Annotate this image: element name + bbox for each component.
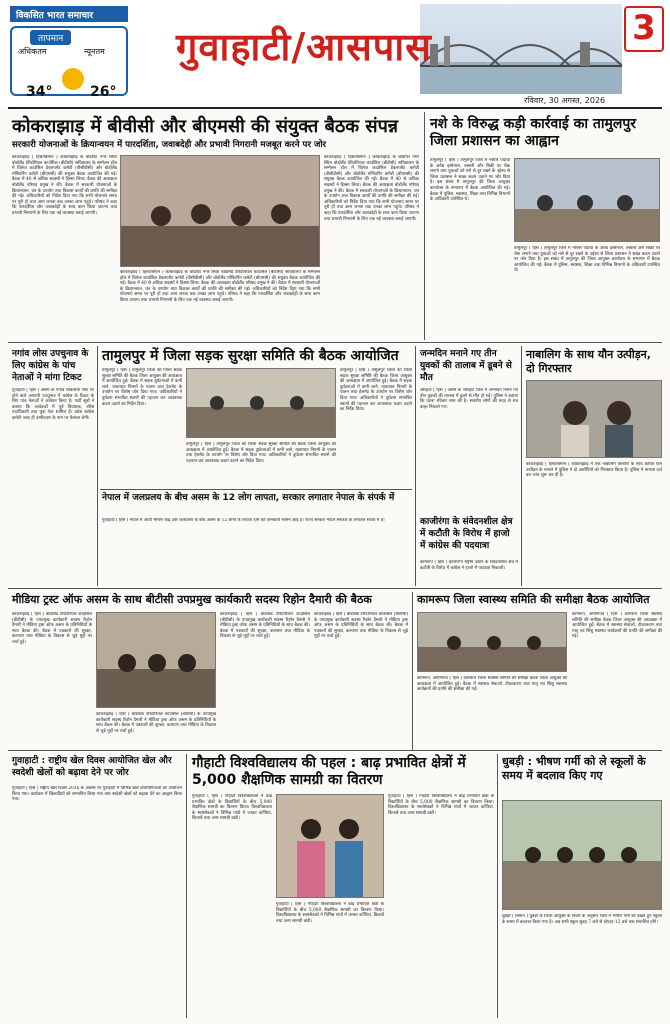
sports-body: गुवाहाटी ( हिंस ) राष्ट्रीय खेल दिवस 2026 के अवसर पर गुवाहाटी में विभिन्न खेल प्रतियोगिताओं का आयोजन किया गया। कार्यक्रम में खिलाड़ियों को सम्मानित किया गया तथा स्वदेशी खेलों को बढ़ावा देने का आह्वान किया गया। [12,786,182,803]
min-label: न्यूनतम [84,47,105,56]
drowning-body: जोरहाट ( हिंस ) असम के जोरहाट जिले में जन्मदिन मनाने गए तीन युवकों की तालाब में डूबने से मौत हो गई। पुलिस ने बताया कि घटना रविवार शाम की है। स्थानीय लोगों की मदद से शव बाहर निकाले गए। [420,388,518,410]
lead-body-col1: कोकराझाड़ ( हिंस/बिमान ) कोकराझाड़ के बोडोफा नगर स्थित बोडोलैंड टेरिटोरियल काउंसिल (बीटीसी) सचिवालय के सम्मेलन हॉल में विलेज काउंसिल डेवलपमेंट कमेटी (वीसीडीसी) और बोडोलैंड मॉनिटरिंग कमेटी (बीएमसी) की संयुक्त बैठक आयोजित की गई। बैठक में 40 से अधिक सदस्यों ने हिस्सा लिया। बैठक की अध्यक्षता बोडोलैंड परिषद प्रमुख ने की। बैठक में सरकारी योजनाओं के क्रियान्वयन, धन के उपयोग तथा विकास कार्यों की प्रगति की समीक्षा की गई। अधिकारियों को निर्देश दिया गया कि सभी योजनाएं समय पर पूरी हों तथा आम जनता तक उनका लाभ पहुंचे। परिषद ने कहा कि पारदर्शिता और जवाबदेही के साथ काम किया जाएगा तथा प्रभावी निगरानी के लिए एक नई व्यवस्था बनाई जाएगी। [12,155,117,216]
drowning-headline: जन्मदिन मनाने गए तीन युवकों की तालाब में डूबने से मौत [420,349,512,383]
gu-body-col2: गुवाहाटी ( हिंस ) गौहाटी विश्वविद्यालय ने बाढ़ प्रभावित क्षेत्रों के विद्यार्थियों के बीच 5,000 शैक्षणिक सामग्री का वितरण किया। विश्वविद्यालय के स्वयंसेवकों ने विभिन्न गांवों में जाकर कॉपियां, किताबें तथा अन्य सामग्री बांटी। [276,902,384,924]
media-body-col2: कोकराझाड़ ( हिंस ) बोडोलैंड टेरिटोरियल काउंसिल (बीटीसी) के उपप्रमुख कार्यकारी सदस्य रिहोन दैमारी ने मीडिया ट्रस्ट ऑफ असम के प्रतिनिधियों के साथ बैठक की। बैठक में पत्रकारों की सुरक्षा, कल्याण तथा मीडिया के विकास से जुड़े मुद्दों पर चर्चा हुई। [96,712,216,734]
masthead [0,0,670,108]
max-label: अधिकतम [18,47,47,56]
section-divider [8,588,662,589]
lead-photo [120,155,320,267]
page-number: 3 [624,6,664,52]
dhubri-body: धुबड़ी ( बिमान ) धुबड़ी के जिला आयुक्त के निर्देश के अनुसार जिले में भीषण गर्मी को देखते हुए स्कूलों के समय में बदलाव किया गया है। अब सभी स्कूल सुबह 7 बजे से दोपहर 12 बजे तक संचालित होंगे। [502,914,662,925]
lead-body-col3: कोकराझाड़ ( हिंस/बिमान ) कोकराझाड़ के बोडोफा नगर स्थित बोडोलैंड टेरिटोरियल काउंसिल (बीटीसी) सचिवालय के सम्मेलन हॉल में विलेज काउंसिल डेवलपमेंट कमेटी (वीसीडीसी) और बोडोलैंड मॉनिटरिंग कमेटी (बीएमसी) की संयुक्त बैठक आयोजित की गई। बैठक में 40 से अधिक सदस्यों ने हिस्सा लिया। बैठक की अध्यक्षता बोडोलैंड परिषद प्रमुख ने की। बैठक में सरकारी योजनाओं के क्रियान्वयन, धन के उपयोग तथा विकास कार्यों की प्रगति की समीक्षा की गई। अधिकारियों को निर्देश दिया गया कि सभी योजनाएं समय पर पूरी हों तथा आम जनता तक उनका लाभ पहुंचे। परिषद ने कहा कि पारदर्शिता और जवाबदेही के साथ काम किया जाएगा तथा प्रभावी निगरानी के लिए एक नई व्यवस्था बनाई जाएगी। [324,155,419,222]
minor-body: कोकराझाड़ ( हिंस/बिमान ) कोकराझाड़ में एक नाबालिग किशोरी के साथ कथित यौन उत्पीड़न के मामले में पुलिस ने दो आरोपियों को गिरफ्तार किया है। पुलिस ने मामला दर्ज कर जांच शुरू कर दी है। [526,462,662,479]
max-temp: 34° [26,84,53,100]
road-safety-body-col1: तामुलपुर ( हिंस ) तामुलपुर जिला की जिला सड़क सुरक्षा समिति की बैठक जिला आयुक्त की अध्यक्षता में आयोजित हुई। बैठक में सड़क दुर्घटनाओं में कमी लाने, यातायात नियमों के पालन तथा हेलमेट के उपयोग पर विशेष जोर दिया गया। अधिकारियों ने दुर्घटना संभावित स्थानों की पहचान कर आवश्यक कदम उठाने का निर्देश दिया। [102,368,182,407]
weather-title: तापमान [30,30,71,45]
min-temp: 26° [90,84,117,100]
kamrup-body-col2: कामरूप, अमीनगांव ( हिंस ) कामरूप जिला स्वास्थ्य समिति की समीक्षा बैठक जिला आयुक्त की अध्यक्षता में आयोजित हुई। बैठक में स्वास्थ्य सेवाओं, टीकाकरण तथा मातृ एवं शिशु स्वास्थ्य कार्यक्रमों की प्रगति की समीक्षा की गई। [572,612,662,640]
column-divider [424,112,425,340]
gu-body-col1: गुवाहाटी ( हिंस ) गौहाटी विश्वविद्यालय ने बाढ़ प्रभावित क्षेत्रों के विद्यार्थियों के बीच 5,000 शैक्षणिक सामग्री का वितरण किया। विश्वविद्यालय के स्वयंसेवकों ने विभिन्न गांवों में जाकर कॉपियां, किताबें तथा अन्य सामग्री बांटी। [192,794,272,822]
section-divider [8,750,662,751]
road-safety-photo [186,368,336,438]
road-safety-headline: तामुलपुर में जिला सड़क सुरक्षा समिति की बैठक आयोजित [102,348,399,364]
column-divider [186,754,187,1018]
page-title: गुवाहाटी/आसपास [176,25,432,69]
edition-label: विकसित भारत समाचार [10,6,128,22]
section-divider [100,489,412,490]
media-photo [96,612,216,708]
drugs-body-col1: तामुलपुर ( हिंस ) तामुलपुर जिले में नशीले पदार्थों के अवैध इस्तेमाल, तस्करी और बिक्री पर रोक लगाने तथा युवाओं को नशे से दूर रखने के उद्देश्य से जिला प्रशासन ने सख्त कदम उठाने पर जोर दिया है। इस संबंध में तामुलपुर की जिला आयुक्त कार्यालय के सभागार में बैठक आयोजित की गई। बैठक में पुलिस, स्वास्थ्य, शिक्षा तथा विभिन्न विभागों के अधिकारी उपस्थित थे। [430,158,510,203]
media-body-col1: कोकराझाड़ ( हिंस ) बोडोलैंड टेरिटोरियल काउंसिल (बीटीसी) के उपप्रमुख कार्यकारी सदस्य रिहोन दैमारी ने मीडिया ट्रस्ट ऑफ असम के प्रतिनिधियों के साथ बैठक की। बैठक में पत्रकारों की सुरक्षा, कल्याण तथा मीडिया के विकास से जुड़े मुद्दों पर चर्चा हुई। [12,612,92,645]
gu-body-col3: गुवाहाटी ( हिंस ) गौहाटी विश्वविद्यालय ने बाढ़ प्रभावित क्षेत्रों के विद्यार्थियों के बीच 5,000 शैक्षणिक सामग्री का वितरण किया। विश्वविद्यालय के स्वयंसेवकों ने विभिन्न गांवों में जाकर कॉपियां, किताबें तथा अन्य सामग्री बांटी। [388,794,494,816]
weather-box [10,26,128,100]
column-divider [412,592,413,750]
road-safety-body-col2: तामुलपुर ( हिंस ) तामुलपुर जिला की जिला सड़क सुरक्षा समिति की बैठक जिला आयुक्त की अध्यक्षता में आयोजित हुई। बैठक में सड़क दुर्घटनाओं में कमी लाने, यातायात नियमों के पालन तथा हेलमेट के उपयोग पर विशेष जोर दिया गया। अधिकारियों ने दुर्घटना संभावित स्थानों की पहचान कर आवश्यक कदम उठाने का निर्देश दिया। [186,442,336,464]
drugs-body-col2: तामुलपुर ( हिंस ) तामुलपुर जिले में नशीले पदार्थों के अवैध इस्तेमाल, तस्करी और बिक्री पर रोक लगाने तथा युवाओं को नशे से दूर रखने के उद्देश्य से जिला प्रशासन ने सख्त कदम उठाने पर जोर दिया है। इस संबंध में तामुलपुर की जिला आयुक्त कार्यालय के सभागार में बैठक आयोजित की गई। बैठक में पुलिस, स्वास्थ्य, शिक्षा तथा विभिन्न विभागों के अधिकारी उपस्थित थे। [514,246,660,274]
nepal-body: गुवाहाटी ( हिंस ) नेपाल में आयी भीषण बाढ़ और जलप्रलय के बीच असम के 12 लोगों के लापता होने की जानकारी सामने आई है। राज्य सरकार नेपाल सरकार के लगातार संपर्क में है। [102,518,385,523]
sports-headline: गुवाहाटी : राष्ट्रीय खेल दिवस आयोजित खेल और स्वदेशी खेलों को बढ़ावा देने पर जोर [12,756,172,778]
media-body-col4: कोकराझाड़ ( हिंस ) बोडोलैंड टेरिटोरियल काउंसिल (बीटीसी) के उपप्रमुख कार्यकारी सदस्य रिहोन दैमारी ने मीडिया ट्रस्ट ऑफ असम के प्रतिनिधियों के साथ बैठक की। बैठक में पत्रकारों की सुरक्षा, कल्याण तथा मीडिया के विकास से जुड़े मुद्दों पर चर्चा हुई। [314,612,408,640]
minor-photo [526,380,662,458]
kamrup-headline: कामरूप जिला स्वास्थ्य समिति की समीक्षा बैठक आयोजित [417,593,650,606]
minor-headline: नाबालिग के साथ यौन उत्पीड़न, दो गिरफ्तार [526,348,651,375]
kaziranga-headline: काजीरंगा के संवेदनशील क्षेत्र में कटौती के विरोध में हाजो में कांग्रेस की पदयात्रा [420,517,513,551]
lead-headline: कोकराझाड़ में बीवीसी और बीएमसी की संयुक्त बैठक संपन्न [12,116,399,137]
dhubri-photo [502,800,662,910]
column-divider [97,346,98,586]
drugs-photo [514,158,660,242]
media-headline: मीडिया ट्रस्ट ऑफ असम के साथ बीटीसी उपप्रमुख कार्यकारी सदस्य रिहोन दैमारी की बैठक [12,593,372,606]
nepal-headline: नेपाल में जलप्रलय के बीच असम के 12 लोग लापता, सरकार लगातार नेपाल के संपर्क में [102,493,395,503]
lead-body-col2: कोकराझाड़ ( हिंस/बिमान ) कोकराझाड़ के बोडोफा नगर स्थित बोडोलैंड टेरिटोरियल काउंसिल (बीटीसी) सचिवालय के सम्मेलन हॉल में विलेज काउंसिल डेवलपमेंट कमेटी (वीसीडीसी) और बोडोलैंड मॉनिटरिंग कमेटी (बीएमसी) की संयुक्त बैठक आयोजित की गई। बैठक में 40 से अधिक सदस्यों ने हिस्सा लिया। बैठक की अध्यक्षता बोडोलैंड परिषद प्रमुख ने की। बैठक में सरकारी योजनाओं के क्रियान्वयन, धन के उपयोग तथा विकास कार्यों की प्रगति की समीक्षा की गई। अधिकारियों को निर्देश दिया गया कि सभी योजनाएं समय पर पूरी हों तथा आम जनता तक उनका लाभ पहुंचे। परिषद ने कहा कि पारदर्शिता और जवाबदेही के साथ काम किया जाएगा तथा प्रभावी निगरानी के लिए एक नई व्यवस्था बनाई जाएगी। [120,270,320,303]
sun-icon [62,68,84,90]
section-divider [8,342,662,343]
ngo-body: गुवाहाटी ( हिंस ) असम के नगांव लोकसभा सीट पर होने वाले आगामी उपचुनाव में कांग्रेस के टिकट के लिए पांच नेताओं ने आवेदन किया है। पार्टी सूत्रों ने बताया कि आवेदकों में पूर्व विधायक, वरिष्ठ पदाधिकारी तथा युवा नेता शामिल हैं। प्रदेश कांग्रेस कमेटी जल्द ही उम्मीदवार के नाम पर फैसला लेगी। [12,388,94,421]
kamrup-photo [417,612,567,672]
column-divider [497,754,498,1018]
ngo-headline: नगांव लोस उपचुनाव के लिए कांग्रेस के पांच नेताओं ने मांगा टिकट [12,349,89,383]
drugs-headline: नशे के विरुद्ध कड़ी कार्रवाई का तामुलपुर जिला प्रशासन का आह्वान [430,116,637,149]
lead-subhead: सरकारी योजनाओं के क्रियान्वयन में पारदर्शिता, जवाबदेही और प्रभावी निगरानी मजबूत करने पर जोर [12,140,327,150]
kamrup-body-col1: कामरूप, अमीनगांव ( हिंस ) कामरूप जिला स्वास्थ्य समिति की समीक्षा बैठक जिला आयुक्त की अध्यक्षता में आयोजित हुई। बैठक में स्वास्थ्य सेवाओं, टीकाकरण तथा मातृ एवं शिशु स्वास्थ्य कार्यक्रमों की प्रगति की समीक्षा की गई। [417,676,567,693]
media-body-col3: कोकराझाड़ ( हिंस ) बोडोलैंड टेरिटोरियल काउंसिल (बीटीसी) के उपप्रमुख कार्यकारी सदस्य रिहोन दैमारी ने मीडिया ट्रस्ट ऑफ असम के प्रतिनिधियों के साथ बैठक की। बैठक में पत्रकारों की सुरक्षा, कल्याण तथा मीडिया के विकास से जुड़े मुद्दों पर चर्चा हुई। [220,612,310,640]
gu-photo [276,794,384,898]
masthead-divider [8,107,662,109]
gu-headline: गौहाटी विश्वविद्यालय की पहल : बाढ़ प्रभावित क्षेत्रों में 5,000 शैक्षणिक सामग्री का वितरण [192,755,466,788]
column-divider [415,346,416,586]
issue-date: रविवार, 30 अगस्त, 2026 [524,96,606,105]
dhubri-headline: धुबड़ी : भीषण गर्मी को ले स्कूलों के समय में बदलाव किए गए [502,755,646,782]
column-divider [521,346,522,586]
kaziranga-body: कामरूप ( हिंस ) काजीरंगा राष्ट्रीय उद्यान के संवेदनशील क्षेत्र में कटौती के विरोध में कांग्रेस ने हाजो में पदयात्रा निकाली। [420,560,518,571]
road-safety-body-col3: तामुलपुर ( हिंस ) तामुलपुर जिला की जिला सड़क सुरक्षा समिति की बैठक जिला आयुक्त की अध्यक्षता में आयोजित हुई। बैठक में सड़क दुर्घटनाओं में कमी लाने, यातायात नियमों के पालन तथा हेलमेट के उपयोग पर विशेष जोर दिया गया। अधिकारियों ने दुर्घटना संभावित स्थानों की पहचान कर आवश्यक कदम उठाने का निर्देश दिया। [340,368,412,413]
